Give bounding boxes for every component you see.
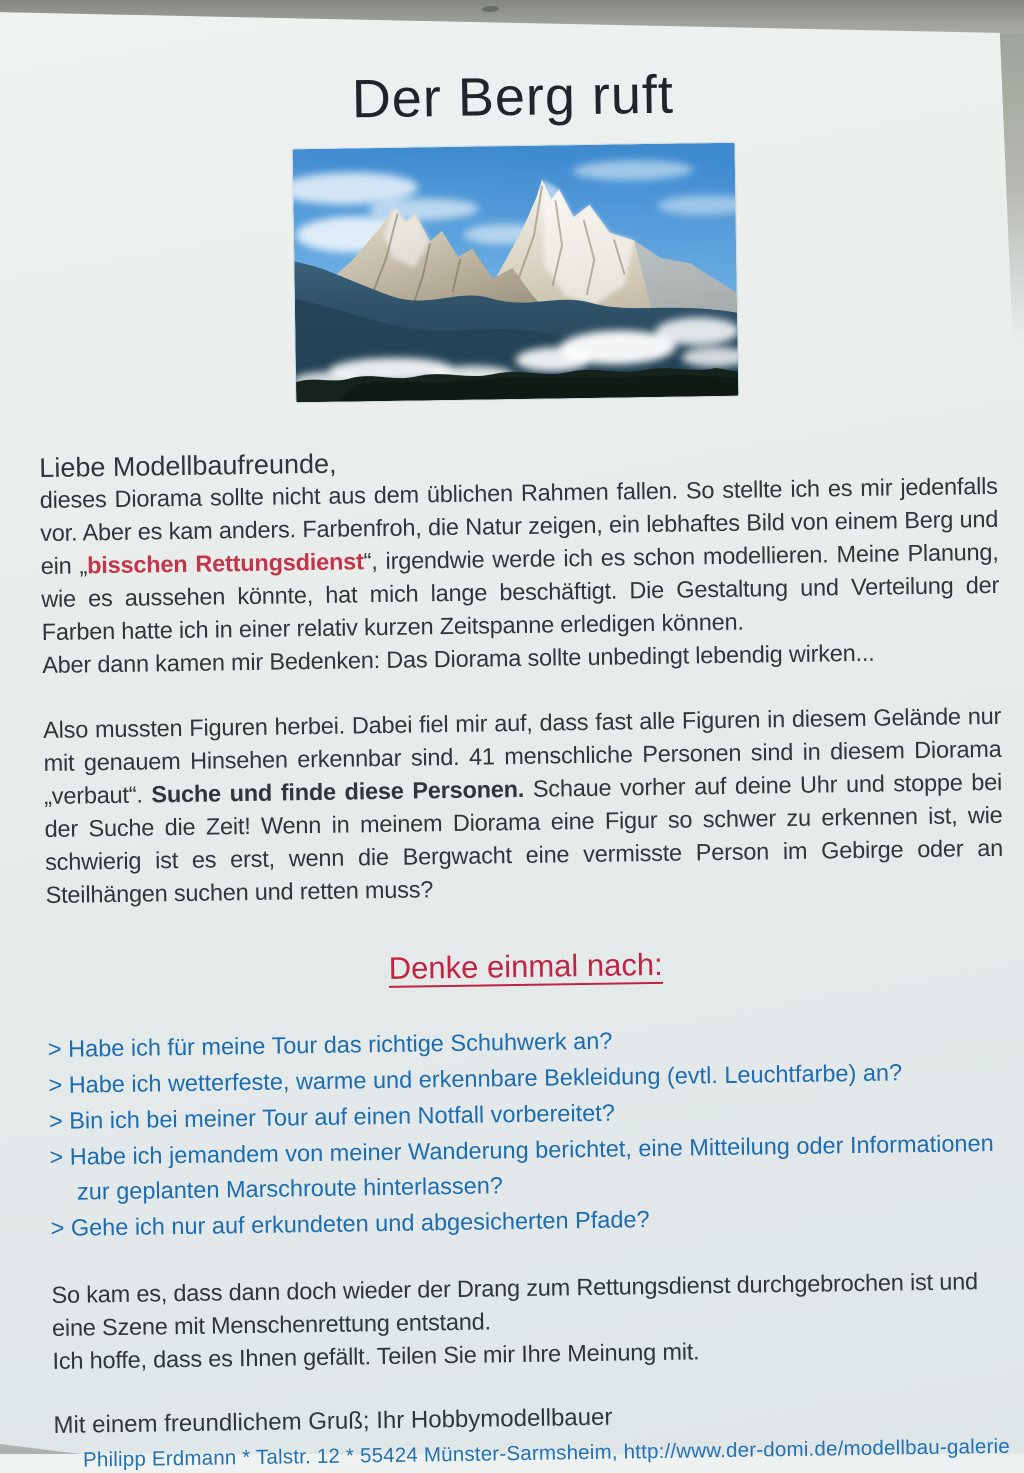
paragraph-conclusion-line2: Ich hoffe, dass es Ihnen gefällt. Teilen Sie mir Ihre Meinung mit. <box>52 1338 700 1374</box>
paragraph-figures <box>43 700 1004 912</box>
checklist-item-route-info: > Habe ich jemandem von meiner Wanderung berichtet, eine Mitteilung oder Informationen zur geplanten Marschroute hinterlassen? <box>49 1129 994 1205</box>
mountain-photo <box>293 143 739 403</box>
red-highlight-phrase: bisschen Rettungsdienst <box>86 548 364 579</box>
paragraph-intro <box>40 470 1000 649</box>
page-title: Der Berg ruft <box>351 64 675 130</box>
checklist-item-paths: > Gehe ich nur auf erkundeten und abgesicherten Pfade? <box>50 1206 650 1241</box>
closing-line: Mit einem freundlichem Gruß; Ihr Hobbymodellbauer <box>53 1403 613 1439</box>
mountain-photo-graphic <box>293 143 739 403</box>
checklist-item-shoes: > Habe ich für meine Tour das richtige Schuhwerk an? <box>47 1027 613 1062</box>
checklist-item-clothing: > Habe ich wetterfeste, warme und erkennbare Bekleidung (evtl. Leuchtfarbe) an? <box>48 1059 903 1098</box>
safety-checklist <box>48 1018 1009 1246</box>
photo-container <box>35 139 997 411</box>
paragraph-intro-lastline: Aber dann kamen mir Bedenken: Das Diorama sollte unbedingt lebendig wirken... <box>42 639 875 679</box>
signature-address-line: Philipp Erdmann * Talstr. 12 * 55424 Münster-Sarmsheim, http://www.der-domi.de/modellbau-galerie <box>82 1434 1011 1472</box>
paragraph-figures-text-2: Schaue vorher auf deine Uhr und stoppe bei der Suche die Zeit! Wenn in meinem Diorama eine Figur so schwer zu erkennen ist, wie schwierig ist es erst, wenn die Bergwacht eine vermisste Person im Gebirge oder an Steilhängen suchen und retten muss? <box>44 768 1004 909</box>
paragraph-figures-text-1: Also mussten Figuren herbei. Dabei fiel mir auf, dass fast alle Figuren in diesem Gelände nur mit genauem Hinsehen erkennbar sind. 41 menschliche Personen sind in diesem Diorama „verbaut“. <box>42 702 1002 810</box>
paragraph-conclusion-line1: So kam es, dass dann doch wieder der Drang zum Rettungsdienst durchgebrochen ist und eine Szene mit Menschenrettung entstand. <box>51 1268 979 1341</box>
paragraph-intro-text-2: “, irgendwie werde ich es schon modellieren. Meine Planung, wie es aussehen könnte, hat mich lange beschäftigt. Die Gestaltung und Verteilung der Farben hatte ich in einer relativ kurzen Zeitspanne erledigen können. <box>41 538 1000 646</box>
bold-search-phrase: Suche und finde diese Personen. <box>151 775 525 808</box>
paragraph-intro-text-1: dieses Diorama sollte nicht aus dem üblichen Rahmen fallen. So stellte ich es mir jedenfalls vor. Aber es kam anders. Farbenfroh, die Natur zeigen, ein lebhaftes Bild von einem Berg und ein „ <box>39 472 999 580</box>
checklist-item-emergency: > Bin ich bei meiner Tour auf einen Notfall vorbereitet? <box>48 1099 615 1134</box>
greeting-line: Liebe Modellbaufreunde, <box>39 448 337 484</box>
think-heading: Denke einmal nach: <box>388 946 663 986</box>
